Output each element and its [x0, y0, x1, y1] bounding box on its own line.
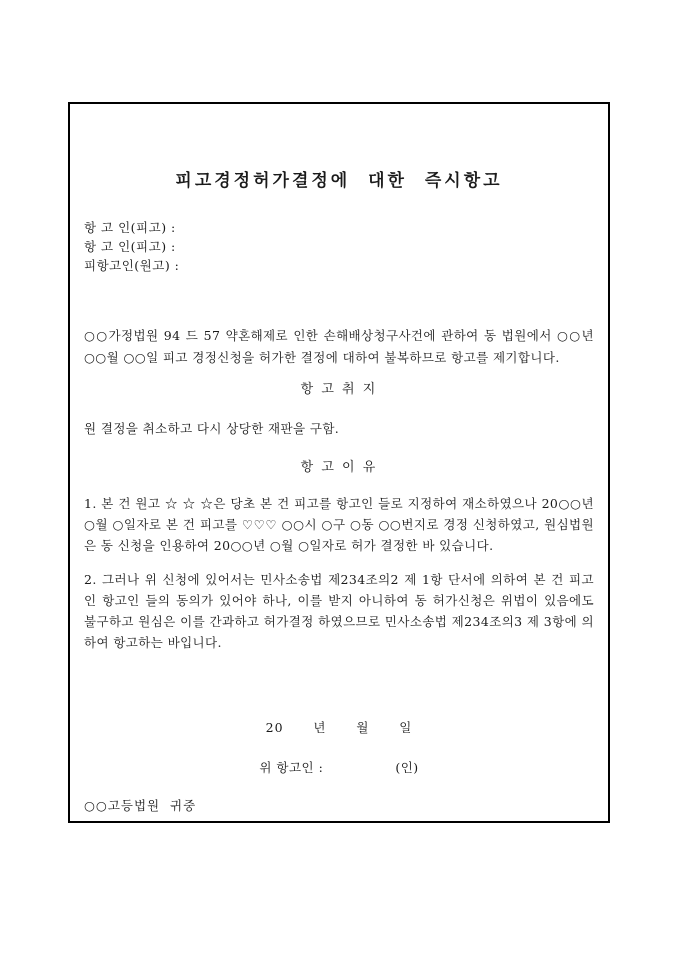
signer-label: 위 항고인 : [259, 760, 324, 775]
appellant-line-1: 항 고 인(피고) : [84, 220, 176, 235]
signature-row [84, 759, 594, 777]
document-title: 피고경정허가결정에 대한 즉시항고 [175, 171, 503, 191]
appellee-line: 피항고인(원고) : [84, 258, 180, 273]
reason-item-1: 1. 본 건 원고 ☆ ☆ ☆은 당초 본 건 피고를 항고인 들로 지정하여 재소하였으나 20○○년 ○월 ○일자로 본 건 피고를 ♡♡♡ ○○시 ○구 ○동 ○○번지로 경정 신청하였고, 원심법원은 동 신청을 인용하여 20○○년 ○월 ○일자로 허가 결정한 바 있습니다. [84, 496, 594, 553]
intro-paragraph: ○○가정법원 94 드 57 약혼해제로 인한 손해배상청구사건에 관하여 동 법원에서 ○○년 ○○월 ○○일 피고 경정신청을 허가한 결정에 대하여 불복하므로 항고를 제기합니다. [84, 328, 594, 365]
appellant-line-2: 항 고 인(피고) : [84, 239, 176, 254]
date-line: 20 년 월 일 [265, 720, 413, 735]
reason-item-2: 2. 그러나 위 신청에 있어서는 민사소송법 제234조의2 제 1항 단서에 의하여 본 건 피고인 항고인 들의 동의가 있어야 하나, 이를 받지 아니하여 동 허가신청은 위법이 있음에도 불구하고 원심은 이를 간과하고 허가결정 하였으므로 민사소송법 제234조의3 제 3항에 의하여 항고하는 바입니다. [84, 572, 594, 650]
addressed-court-line: ○○고등법원 귀중 [84, 798, 197, 813]
document-sheet [68, 102, 610, 823]
party-block [84, 218, 594, 275]
seal-placeholder: (인) [395, 760, 419, 775]
purport-heading: 항 고 취 지 [300, 382, 378, 397]
reasons-heading: 항 고 이 유 [300, 460, 378, 475]
purport-body: 원 결정을 취소하고 다시 상당한 재판을 구함. [84, 421, 340, 436]
